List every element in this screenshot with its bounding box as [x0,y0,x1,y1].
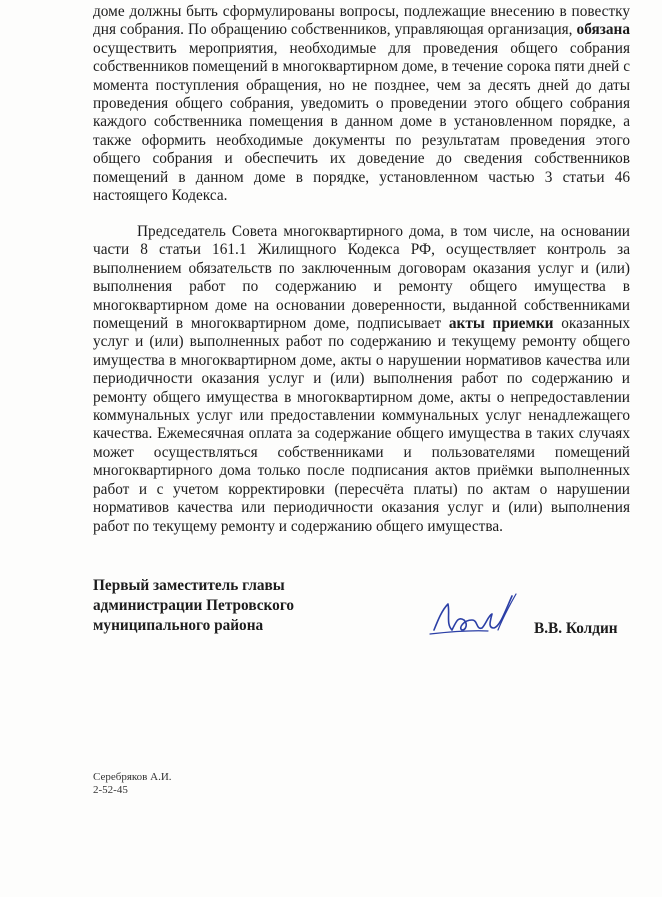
executor-name: Серебряков А.И. [93,771,172,783]
signer-title-line-3: муниципального района [93,617,264,634]
body-paragraph-1 [93,3,630,205]
body-paragraph-2 [93,223,630,536]
paragraph-2-text-b: оказанных услуг и (или) выполненных работ по содержанию и текущему ремонту общего имущества в многоквартирном доме, акты о нарушении нормативов качества или периодичности оказания услуг и (или) выполнения работ по содержанию и ремонту общего имущества в многоквартирном доме, акты о непредоставлении коммунальных услуг или предоставлении коммунальных услуг ненадлежащего качества. Ежемесячная оплата за содержание общего имущества в таких случаях может осуществляться собственниками и пользователями помещений многоквартирного дома только после подписания актов приёмки выполненных работ и с учетом корректировки (пересчёта платы) по актам о нарушении нормативов качества или периодичности оказания услуг и (или) выполнения работ по текущему ремонту и содержанию общего имущества. [93,315,631,535]
paragraph-1-text-b: осуществить мероприятия, необходимые для проведения общего собрания собственников помещений в многоквартирном доме, в течение сорока пяти дней с момента поступления обращения, но не позднее, чем за десять дней до даты проведения общего собрания, уведомить о проведении этого общего собрания каждого собственника помещения в данном доме в установленном порядке, а также оформить необходимые документы по результатам проведения этого общего собрания и обеспечить их доведение до сведения собственников помещений в данном доме в порядке, установленном частью 3 статьи 46 настоящего Кодекса. [93,39,630,205]
handwritten-signature [428,590,520,638]
paragraph-2-text-a: Председатель Совета многоквартирного дома, в том числе, на основании части 8 статьи 161.1 Жилищного Кодекса РФ, осуществляет контроль за выполнением обязательств по заключенным договорам оказания услуг и (или) выполнения работ по содержанию и ремонту общего имущества в многоквартирном доме на основании доверенности, выданной собственниками помещений в многоквартирном доме, подписывает [93,223,630,333]
paragraph-1-text-a: доме должны быть сформулированы вопросы, подлежащие внесению в повестку дня собрания. По обращению собственников, управляющая организация, [93,3,630,39]
paragraph-1-emphasis: обязана [576,21,630,39]
signer-title-line-2: администрации Петровского [93,597,295,614]
signer-title-line-1: Первый заместитель главы [93,577,285,594]
executor-block [93,771,172,797]
signer-name: В.В. Колдин [534,620,618,637]
paragraph-2-emphasis: акты приемки [448,315,554,333]
executor-phone: 2-52-45 [93,784,128,796]
signer-title-block [93,576,343,636]
